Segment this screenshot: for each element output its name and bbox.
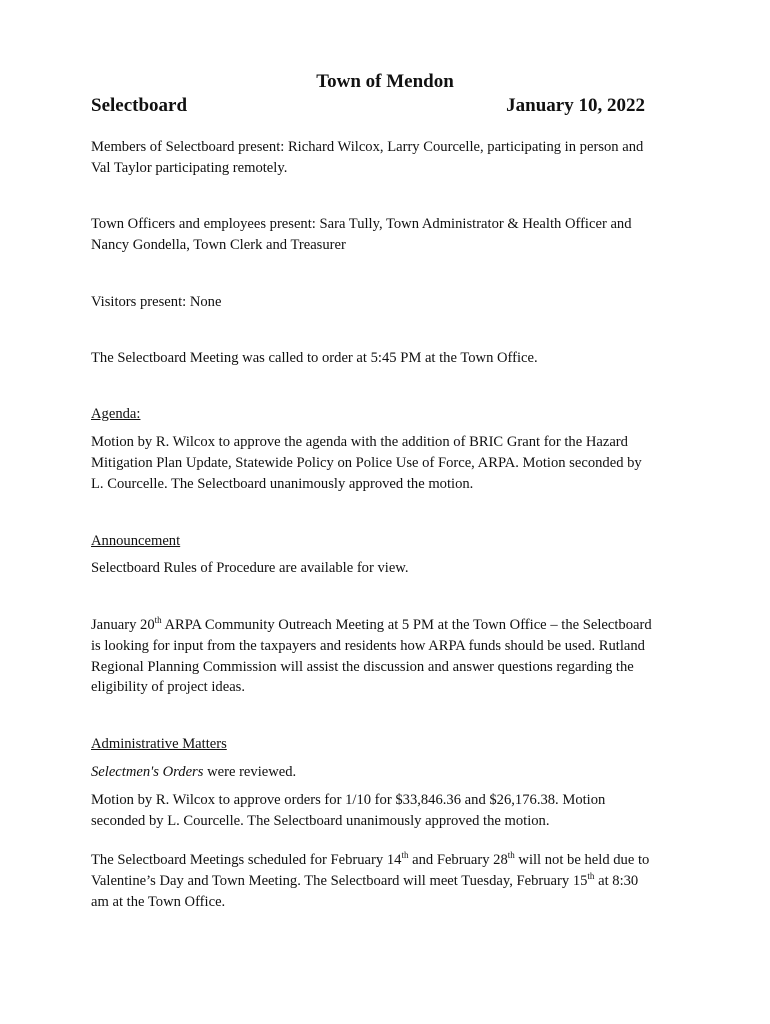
- ordinal-suffix: th: [401, 850, 409, 861]
- document-title: Town of Mendon: [316, 71, 454, 92]
- ordinal-suffix: th: [587, 870, 595, 881]
- officers-line: Town Officers and employees present: Sara Tully, Town Administrator & Health Officer and: [91, 216, 632, 232]
- orders-motion-line: seconded by L. Courcelle. The Selectboard unanimously approved the motion.: [91, 812, 550, 829]
- members-line: Val Taylor participating remotely.: [91, 159, 288, 176]
- arpa-line: [91, 615, 681, 636]
- rules-of-procedure: [91, 558, 681, 579]
- officers-present: [91, 214, 681, 256]
- announcement-heading: Announcement: [91, 533, 181, 549]
- schedule-text: Valentine’s Day and Town Meeting. The Selectboard will meet Tuesday, February 15: [91, 872, 588, 889]
- visitors-line: Visitors present: None: [91, 294, 222, 310]
- schedule-line: [91, 871, 681, 892]
- officers-line: Nancy Gondella, Town Clerk and Treasurer: [91, 236, 346, 253]
- ordinal-suffix: th: [507, 850, 515, 861]
- schedule-text: The Selectboard Meetings scheduled for February 14: [91, 852, 402, 868]
- ordinal-suffix: th: [154, 615, 162, 626]
- arpa-line: Regional Planning Commission will assist the discussion and answer questions regarding the: [91, 658, 634, 675]
- agenda-line: Motion by R. Wilcox to approve the agenda with the addition of BRIC Grant for the Hazard: [91, 434, 628, 450]
- schedule-line: am at the Town Office.: [91, 893, 226, 910]
- agenda-line: Mitigation Plan Update, Statewide Policy on Police Use of Force, ARPA. Motion seconded by: [91, 454, 642, 471]
- agenda-line: L. Courcelle. The Selectboard unanimously approved the motion.: [91, 475, 474, 492]
- orders-motion-line: Motion by R. Wilcox to approve orders for 1/10 for $33,846.36 and $26,176.38. Motion: [91, 792, 606, 808]
- arpa-text: ARPA Community Outreach Meeting at 5 PM at the Town Office – the Selectboard: [161, 617, 652, 633]
- meeting-date: January 10, 2022: [506, 95, 645, 116]
- header-row: [91, 95, 645, 117]
- selectmens-orders: [91, 762, 681, 783]
- rules-line: Selectboard Rules of Procedure are available for view.: [91, 560, 409, 576]
- administrative-heading: Administrative Matters: [91, 736, 227, 752]
- call-to-order-line: The Selectboard Meeting was called to order at 5:45 PM at the Town Office.: [91, 350, 538, 366]
- orders-line: [91, 762, 681, 783]
- schedule-line: [91, 850, 681, 871]
- visitors-present: [91, 292, 681, 313]
- orders-label: Selectmen's Orders: [91, 764, 204, 780]
- members-line: Members of Selectboard present: Richard Wilcox, Larry Courcelle, participating in person and: [91, 139, 644, 155]
- arpa-outreach: [91, 615, 681, 698]
- arpa-date: January 20: [91, 617, 155, 633]
- arpa-line: eligibility of project ideas.: [91, 679, 246, 696]
- orders-text: were reviewed.: [203, 764, 297, 780]
- board-name: Selectboard: [91, 95, 188, 116]
- meeting-schedule: [91, 850, 681, 912]
- schedule-text: and February 28: [408, 852, 508, 868]
- agenda-heading: Agenda:: [91, 406, 141, 422]
- orders-motion: [91, 790, 681, 832]
- members-present: [91, 137, 681, 179]
- agenda-motion: [91, 432, 681, 494]
- arpa-line: is looking for input from the taxpayers and residents how ARPA funds should be used. Rutland: [91, 637, 645, 654]
- schedule-text: will not be held due to: [514, 852, 650, 868]
- schedule-text: at 8:30: [594, 872, 639, 889]
- call-to-order: [91, 348, 681, 369]
